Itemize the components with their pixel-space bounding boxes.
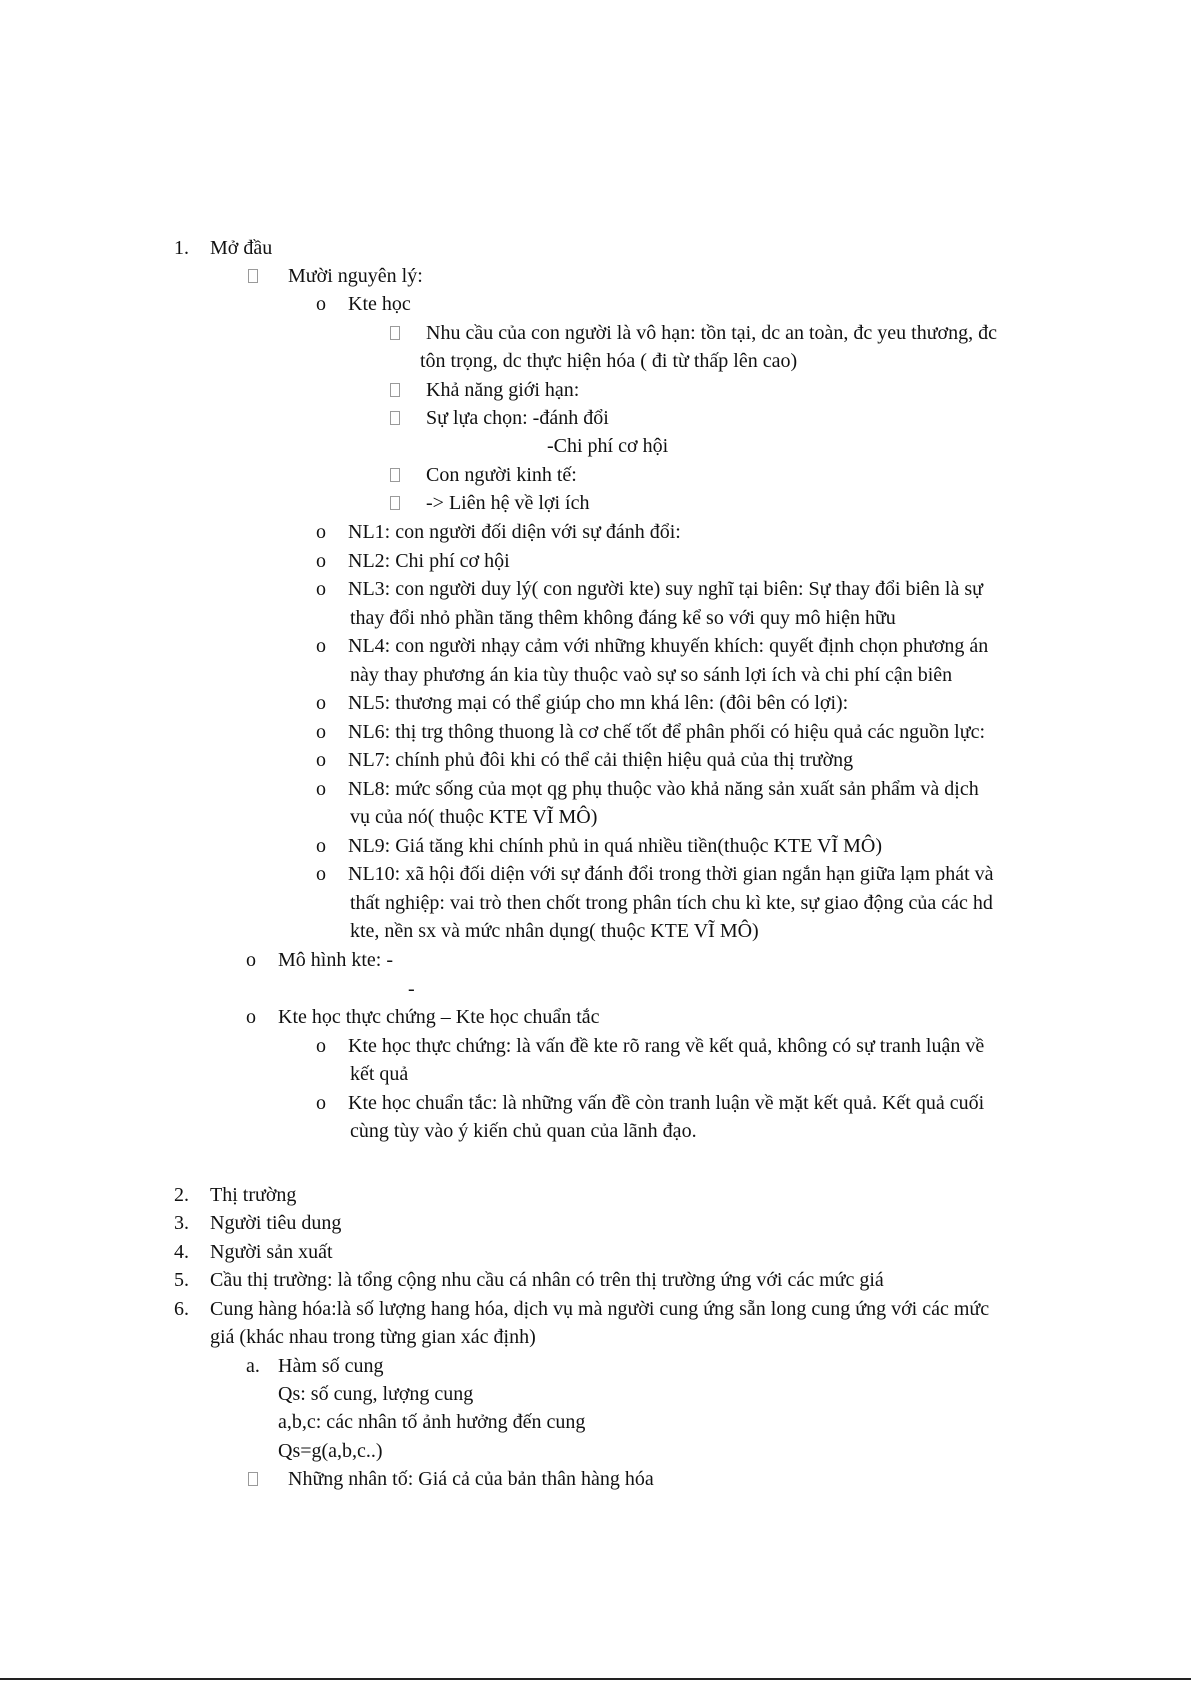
list-number: 5. [174,1269,189,1291]
list-item-continuation: - [408,978,415,1000]
o-bullet: o [316,1092,326,1114]
o-bullet: o [246,949,256,971]
section-title: Cầu thị trường: là tổng cộng nhu cầu cá nhân có trên thị trường ứng với các mức giá [210,1269,884,1291]
square-bullet-icon [390,468,400,482]
section-title: Thị trường [210,1184,297,1206]
square-bullet-icon [248,269,258,283]
square-bullet-icon [248,1472,258,1486]
principle-item: NL2: Chi phí cơ hội [348,550,510,572]
list-item: Kte học chuẩn tắc: là những vấn đề còn tranh luận về mặt kết quả. Kết quả cuối [348,1092,985,1114]
list-item: Nhu cầu của con người là vô hạn: tồn tại, dc an toàn, đc yeu thương, đc [426,322,998,344]
list-number: 6. [174,1298,189,1320]
list-item: Kte học thực chứng: là vấn đề kte rõ rang về kết quả, không có sự tranh luận về [348,1035,985,1057]
page-bottom-border [0,1678,1191,1680]
formula-line: Qs=g(a,b,c..) [278,1440,383,1462]
definition-line: a,b,c: các nhân tố ảnh hưởng đến cung [278,1411,586,1433]
list-item: Con người kinh tế: [426,464,577,486]
principle-item: NL7: chính phủ đôi khi có thể cải thiện hiệu quả của thị trường [348,749,854,771]
subsection-title: Hàm số cung [278,1355,384,1377]
o-bullet: o [316,835,326,857]
list-item: Những nhân tố: Giá cả của bản thân hàng hóa [288,1468,654,1490]
o-bullet: o [316,1035,326,1057]
principle-item: NL6: thị trg thông thuong là cơ chế tốt để phân phối có hiệu quả các nguồn lực: [348,721,986,743]
principle-item: NL4: con người nhạy cảm với những khuyến khích: quyết định chọn phương án [348,635,989,657]
list-item: Mô hình kte: - [278,949,393,971]
list-item-continuation: tôn trọng, dc thực hiện hóa ( đi từ thấp lên cao) [420,350,798,372]
square-bullet-icon [390,383,400,397]
list-item: Kte học thực chứng – Kte học chuẩn tắc [278,1006,600,1028]
list-item: Sự lựa chọn: -đánh đổi [426,407,609,429]
o-bullet: o [316,721,326,743]
o-bullet: o [316,863,326,885]
o-bullet: o [316,550,326,572]
principle-item-continuation: này thay phương án kia tùy thuộc vaò sự so sánh lợi ích và chi phí cận biên [350,664,953,686]
definition-line: Qs: số cung, lượng cung [278,1383,474,1405]
o-bullet: o [316,521,326,543]
principle-item-continuation: thay đổi nhỏ phần tăng thêm không đáng kể so với quy mô hiện hữu [350,607,896,629]
principle-item-continuation: vụ của nó( thuộc KTE VĨ MÔ) [350,806,598,828]
list-item-continuation: -Chi phí cơ hội [547,435,669,457]
principle-item: NL8: mức sống của mọt qg phụ thuộc vào khả năng sản xuất sản phẩm và dịch [348,778,979,800]
principle-item-continuation: kte, nền sx và mức nhân dụng( thuộc KTE VĨ MÔ) [350,920,759,942]
list-number: 1. [174,237,189,259]
o-bullet: o [316,578,326,600]
list-letter: a. [246,1355,260,1377]
section-title: Cung hàng hóa:là số lượng hang hóa, dịch vụ mà người cung ứng sẵn long cung ứng với các mức [210,1298,990,1320]
list-item: Kte học [348,293,411,315]
list-item: Mười nguyên lý: [288,265,423,287]
list-number: 2. [174,1184,189,1206]
list-number: 3. [174,1212,189,1234]
square-bullet-icon [390,326,400,340]
principle-item: NL9: Giá tăng khi chính phủ in quá nhiều tiền(thuộc KTE VĨ MÔ) [348,835,882,857]
list-item: Khả năng giới hạn: [426,379,580,401]
o-bullet: o [316,749,326,771]
section-title: Mở đầu [210,237,273,259]
o-bullet: o [316,778,326,800]
o-bullet: o [316,293,326,315]
o-bullet: o [316,692,326,714]
o-bullet: o [246,1006,256,1028]
o-bullet: o [316,635,326,657]
principle-item: NL1: con người đối diện với sự đánh đổi: [348,521,681,543]
square-bullet-icon [390,411,400,425]
principle-item-continuation: thất nghiệp: vai trò then chốt trong phân tích chu kì kte, sự giao động của các hd [350,892,993,914]
square-bullet-icon [390,496,400,510]
list-number: 4. [174,1241,189,1263]
section-title: Người tiêu dung [210,1212,342,1234]
list-item-continuation: kết quả [350,1063,409,1085]
principle-item: NL10: xã hội đối diện với sự đánh đổi trong thời gian ngắn hạn giữa lạm phát và [348,863,994,885]
principle-item: NL5: thương mại có thể giúp cho mn khá lên: (đôi bên có lợi): [348,692,849,714]
principle-item: NL3: con người duy lý( con người kte) suy nghĩ tại biên: Sự thay đổi biên là sự [348,578,983,600]
section-title-continuation: giá (khác nhau trong từng gian xác định) [210,1326,536,1348]
list-item: -> Liên hệ về lợi ích [426,492,590,514]
section-title: Người sản xuất [210,1241,333,1263]
list-item-continuation: cùng tùy vào ý kiến chủ quan của lãnh đạo. [350,1120,697,1142]
